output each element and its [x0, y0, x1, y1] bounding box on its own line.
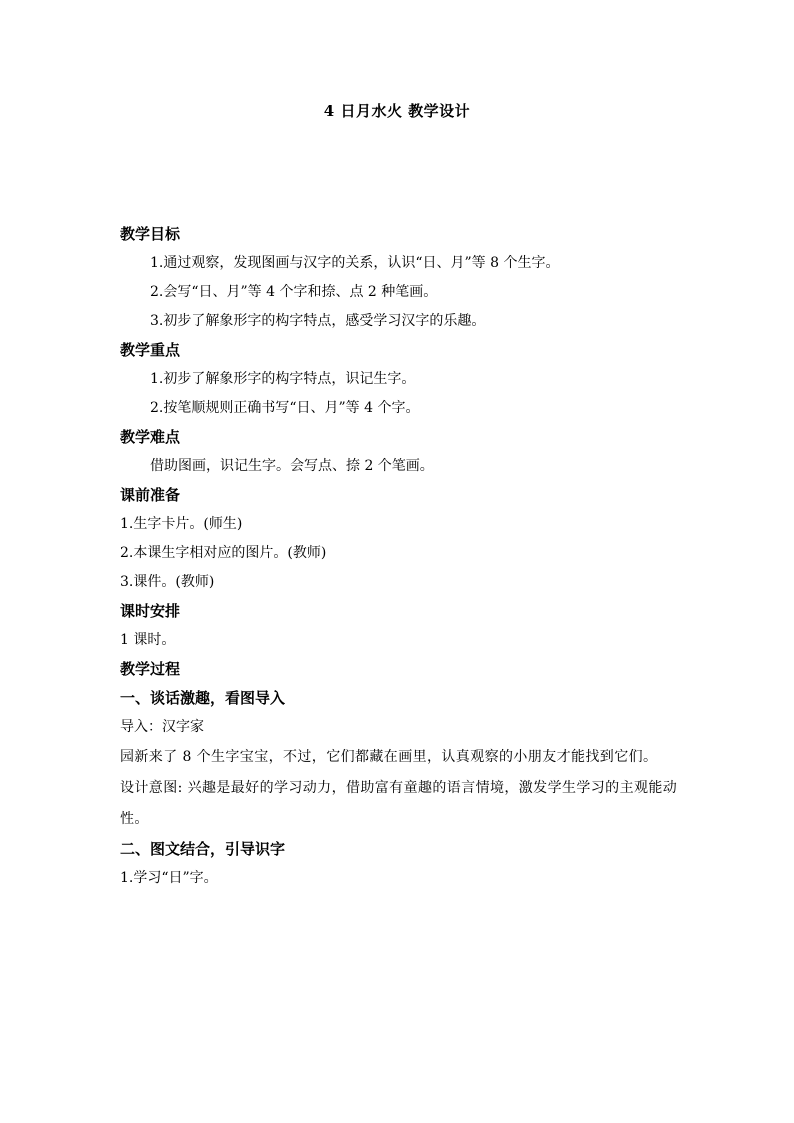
objective-item-1: 1.通过观察，发现图画与汉字的关系，认识“日、月”等 8 个生字。 — [150, 255, 560, 271]
process-part2-heading: 二、图文结合，引导识字 — [120, 840, 286, 858]
process-step-1: 1.学习“日”字。 — [120, 870, 218, 886]
key-point-item-1: 1.初步了解象形字的构字特点，识记生字。 — [150, 371, 416, 387]
section-heading-key-points: 教学重点 — [120, 341, 181, 359]
section-heading-objectives: 教学目标 — [120, 225, 181, 243]
section-heading-schedule: 课时安排 — [120, 602, 181, 620]
preparation-item-2: 2.本课生字相对应的图片。(教师) — [120, 545, 327, 561]
document-title: 4 日月水火 教学设计 — [323, 102, 471, 120]
section-heading-process: 教学过程 — [120, 660, 181, 678]
process-intro: 导入：汉字家 — [120, 719, 204, 735]
document-body — [120, 220, 680, 893]
key-point-item-2: 2.按笔顺规则正确书写“日、月”等 4 个字。 — [150, 400, 420, 416]
schedule-item-1: 1 课时。 — [120, 632, 176, 648]
section-heading-preparation: 课前准备 — [120, 486, 181, 504]
preparation-item-3: 3.课件。(教师) — [120, 574, 215, 590]
process-part1-heading: 一、谈话激趣，看图导入 — [120, 689, 286, 707]
objective-item-3: 3.初步了解象形字的构字特点，感受学习汉字的乐趣。 — [150, 313, 486, 329]
difficulty-item-1: 借助图画，识记生字。会写点、捺 2 个笔画。 — [150, 458, 434, 474]
process-design-intent: 设计意图: 兴趣是最好的学习动力，借助富有童趣的语言情境，激发学生学习的主观能动性。 — [120, 780, 678, 827]
objective-item-2: 2.会写“日、月”等 4 个字和捺、点 2 种笔画。 — [150, 284, 438, 300]
section-heading-difficulties: 教学难点 — [120, 428, 181, 446]
preparation-item-1: 1.生字卡片。(师生) — [120, 516, 243, 532]
process-paragraph-1: 园新来了 8 个生字宝宝，不过，它们都藏在画里，认真观察的小朋友才能找到它们。 — [120, 749, 658, 765]
